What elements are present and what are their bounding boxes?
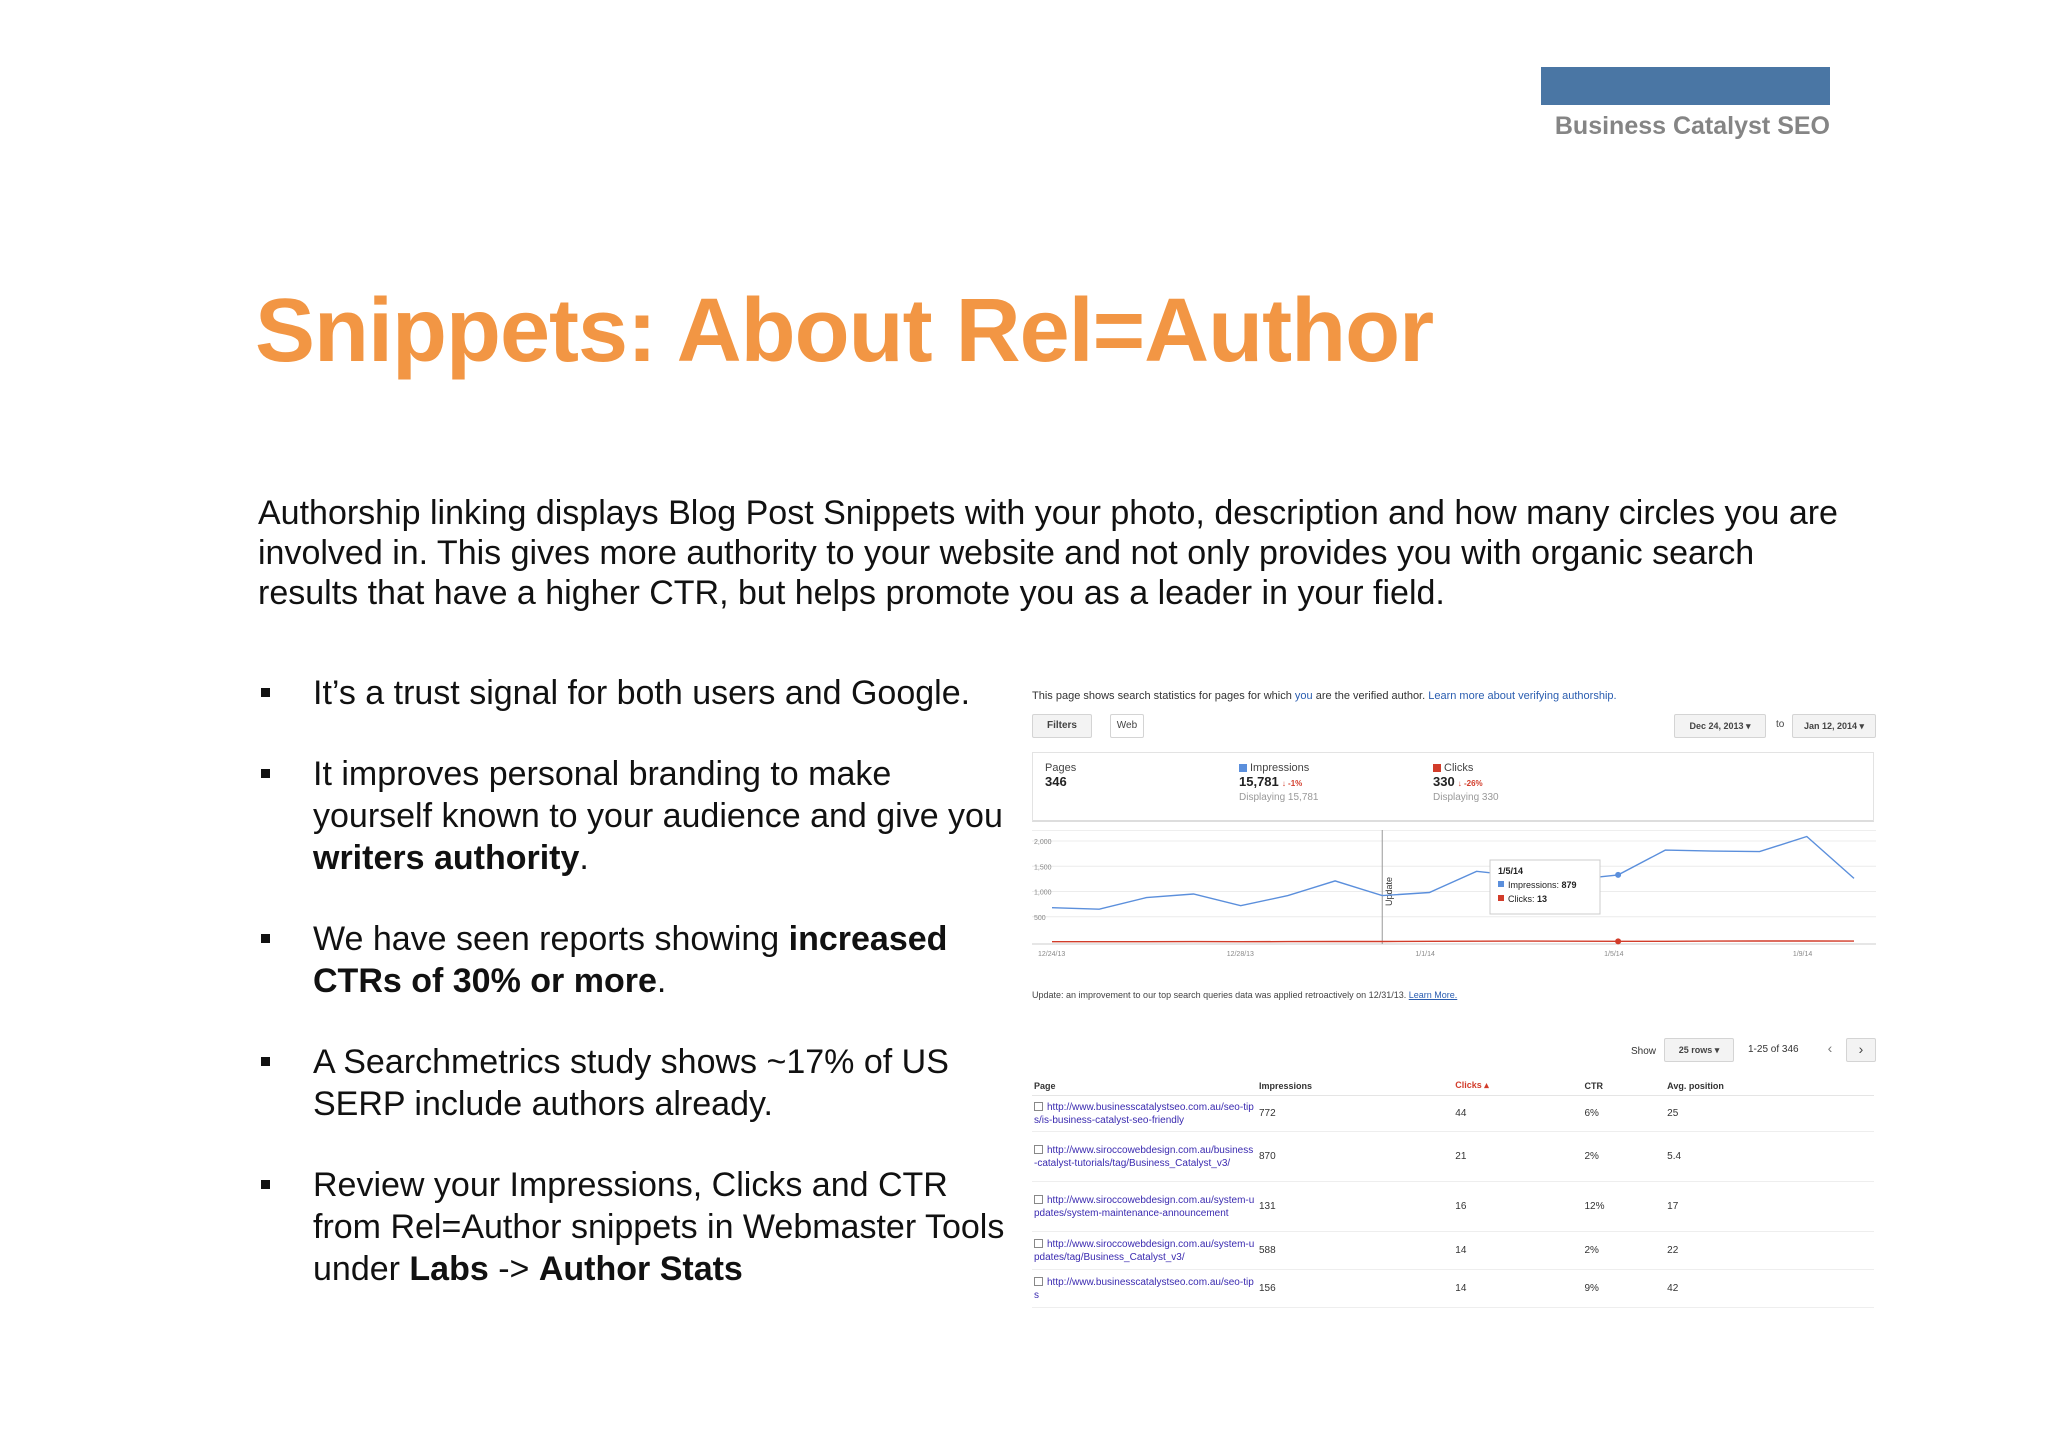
table-header-row (1032, 1076, 1874, 1096)
x-tick-label: 1/5/14 (1604, 951, 1624, 958)
y-tick-label: 1,500 (1034, 864, 1052, 872)
bullet-item: Review your Impressions, Clicks and CTR from Rel=Author snippets in Webmaster Tools under Labs -> Author Stats (258, 1164, 1018, 1290)
tooltip-impressions-swatch (1498, 881, 1504, 887)
col-page[interactable]: Page (1032, 1076, 1257, 1096)
web-filter-button[interactable]: Web (1110, 714, 1144, 738)
page-url-link[interactable]: http://www.siroccowebdesign.com.au/business-catalyst-tutorials/tag/Business_Catalyst_v3/ (1032, 1132, 1257, 1182)
impressions-cell: 131 (1257, 1182, 1453, 1232)
position-cell: 25 (1665, 1096, 1874, 1132)
intro-paragraph: Authorship linking displays Blog Post Snippets with your photo, description and how many circles you are involved in. This gives more authority to your website and not only provides you with organic search results that have a higher CTR, but helps promote you as a leader in your field. (258, 494, 1838, 612)
clicks-swatch (1433, 764, 1441, 772)
clicks-cell: 16 (1453, 1182, 1582, 1232)
brand-name: Business Catalyst SEO (1554, 112, 1830, 140)
next-page-button[interactable]: › (1846, 1038, 1876, 1062)
x-tick-label: 12/24/13 (1038, 951, 1066, 958)
col-clicks[interactable]: Clicks ▴ (1453, 1076, 1582, 1096)
page-url-link[interactable]: http://www.siroccowebdesign.com.au/system-updates/tag/Business_Catalyst_v3/ (1032, 1232, 1257, 1270)
impressions-swatch (1239, 764, 1247, 772)
stat-pages: Pages 346 (1045, 762, 1077, 789)
update-note: Update: an improvement to our top search queries data was applied retroactively on 12/31/13. Learn More. (1032, 990, 1458, 1000)
stat-clicks[interactable]: Clicks 330 ↓ -26% Displaying 330 (1433, 762, 1499, 803)
position-cell: 5.4 (1665, 1132, 1874, 1182)
col-impressions[interactable]: Impressions (1257, 1076, 1453, 1096)
slide-title: Snippets: About Rel=Author (255, 281, 1434, 381)
expand-icon[interactable] (1034, 1277, 1043, 1286)
position-cell: 42 (1665, 1270, 1874, 1308)
filters-button[interactable]: Filters (1032, 714, 1092, 738)
ctr-cell: 12% (1583, 1182, 1666, 1232)
tooltip-impressions: Impressions: 879 (1508, 880, 1577, 890)
bullet-square-icon (261, 1180, 270, 1189)
ctr-cell: 2% (1583, 1132, 1666, 1182)
end-date-select[interactable]: Jan 12, 2014 ▾ (1792, 714, 1876, 738)
you-link[interactable]: you (1294, 690, 1313, 702)
bullet-list (258, 672, 1018, 1329)
y-tick-label: 1,000 (1034, 889, 1052, 897)
bullet-item: It improves personal branding to make yourself known to your audience and give you writers authority. (258, 753, 1018, 879)
expand-icon[interactable] (1034, 1102, 1043, 1111)
impressions-line (1052, 837, 1854, 910)
page-count: 1-25 of 346 (1748, 1044, 1799, 1055)
page-url-link[interactable]: http://www.businesscatalystseo.com.au/seo-tips/is-business-catalyst-seo-friendly (1032, 1096, 1257, 1132)
impressions-cell: 156 (1257, 1270, 1453, 1308)
expand-icon[interactable] (1034, 1145, 1043, 1154)
position-cell: 22 (1665, 1232, 1874, 1270)
col-ctr[interactable]: CTR (1583, 1076, 1666, 1096)
to-label: to (1776, 719, 1785, 730)
tooltip-impressions-point (1615, 872, 1621, 878)
expand-icon[interactable] (1034, 1195, 1043, 1204)
bullet-square-icon (261, 769, 270, 778)
start-date-select[interactable]: Dec 24, 2013 ▾ (1674, 714, 1766, 738)
y-tick-label: 2,000 (1034, 839, 1052, 847)
bullet-item: A Searchmetrics study shows ~17% of US SERP include authors already. (258, 1041, 1018, 1125)
clicks-cell: 14 (1453, 1270, 1582, 1308)
x-tick-label: 12/28/13 (1226, 951, 1254, 958)
tooltip-clicks: Clicks: 13 (1508, 894, 1548, 904)
table-row (1032, 1182, 1874, 1232)
page-url-link[interactable]: http://www.businesscatalystseo.com.au/seo-tips (1032, 1270, 1257, 1308)
bullet-square-icon (261, 934, 270, 943)
bullet-square-icon (261, 1057, 270, 1066)
learn-more-authorship-link[interactable]: Learn more about verifying authorship. (1428, 690, 1617, 702)
bullet-item: It’s a trust signal for both users and Google. (258, 672, 1018, 714)
impressions-cell: 870 (1257, 1132, 1453, 1182)
y-tick-label: 500 (1034, 914, 1046, 922)
table-row (1032, 1270, 1874, 1308)
table-row (1032, 1132, 1874, 1182)
impressions-clicks-chart (1028, 830, 1880, 980)
clicks-cell: 21 (1453, 1132, 1582, 1182)
table-row (1032, 1096, 1874, 1132)
clicks-cell: 44 (1453, 1096, 1582, 1132)
impressions-cell: 588 (1257, 1232, 1453, 1270)
tooltip-date: 1/5/14 (1498, 866, 1524, 876)
x-tick-label: 1/9/14 (1792, 951, 1813, 958)
clicks-cell: 14 (1453, 1232, 1582, 1270)
tooltip-clicks-swatch (1498, 895, 1504, 901)
ctr-cell: 9% (1583, 1270, 1666, 1308)
ctr-cell: 6% (1583, 1096, 1666, 1132)
table-row (1032, 1232, 1874, 1270)
author-stats-description: This page shows search statistics for pages for which you are the verified author. Learn more about verifying authorship. (1032, 690, 1617, 702)
update-annotation-label: Update (1384, 876, 1395, 906)
impressions-cell: 772 (1257, 1096, 1453, 1132)
clicks-line (1052, 941, 1854, 942)
col-avg-position[interactable]: Avg. position (1665, 1076, 1874, 1096)
x-tick-label: 1/1/14 (1415, 951, 1435, 958)
bullet-square-icon (261, 688, 270, 697)
show-label: Show (1631, 1046, 1657, 1057)
learn-more-update-link[interactable]: Learn More. (1408, 990, 1458, 1000)
rows-per-page-select[interactable]: 25 rows ▾ (1664, 1038, 1734, 1062)
author-stats-screenshot (1028, 680, 1880, 1336)
brand-bar (1541, 67, 1830, 105)
position-cell: 17 (1665, 1182, 1874, 1232)
ctr-cell: 2% (1583, 1232, 1666, 1270)
tooltip-clicks-point (1615, 938, 1621, 944)
page-url-link[interactable]: http://www.siroccowebdesign.com.au/system-updates/system-maintenance-announcement (1032, 1182, 1257, 1232)
stat-impressions[interactable]: Impressions 15,781 ↓ -1% Displaying 15,781 (1239, 762, 1319, 803)
expand-icon[interactable] (1034, 1239, 1043, 1248)
bullet-item: We have seen reports showing increased CTRs of 30% or more. (258, 918, 1018, 1002)
author-stats-table (1032, 1076, 1874, 1308)
summary-stats (1032, 752, 1874, 822)
prev-page-icon[interactable]: ‹ (1827, 1040, 1833, 1056)
